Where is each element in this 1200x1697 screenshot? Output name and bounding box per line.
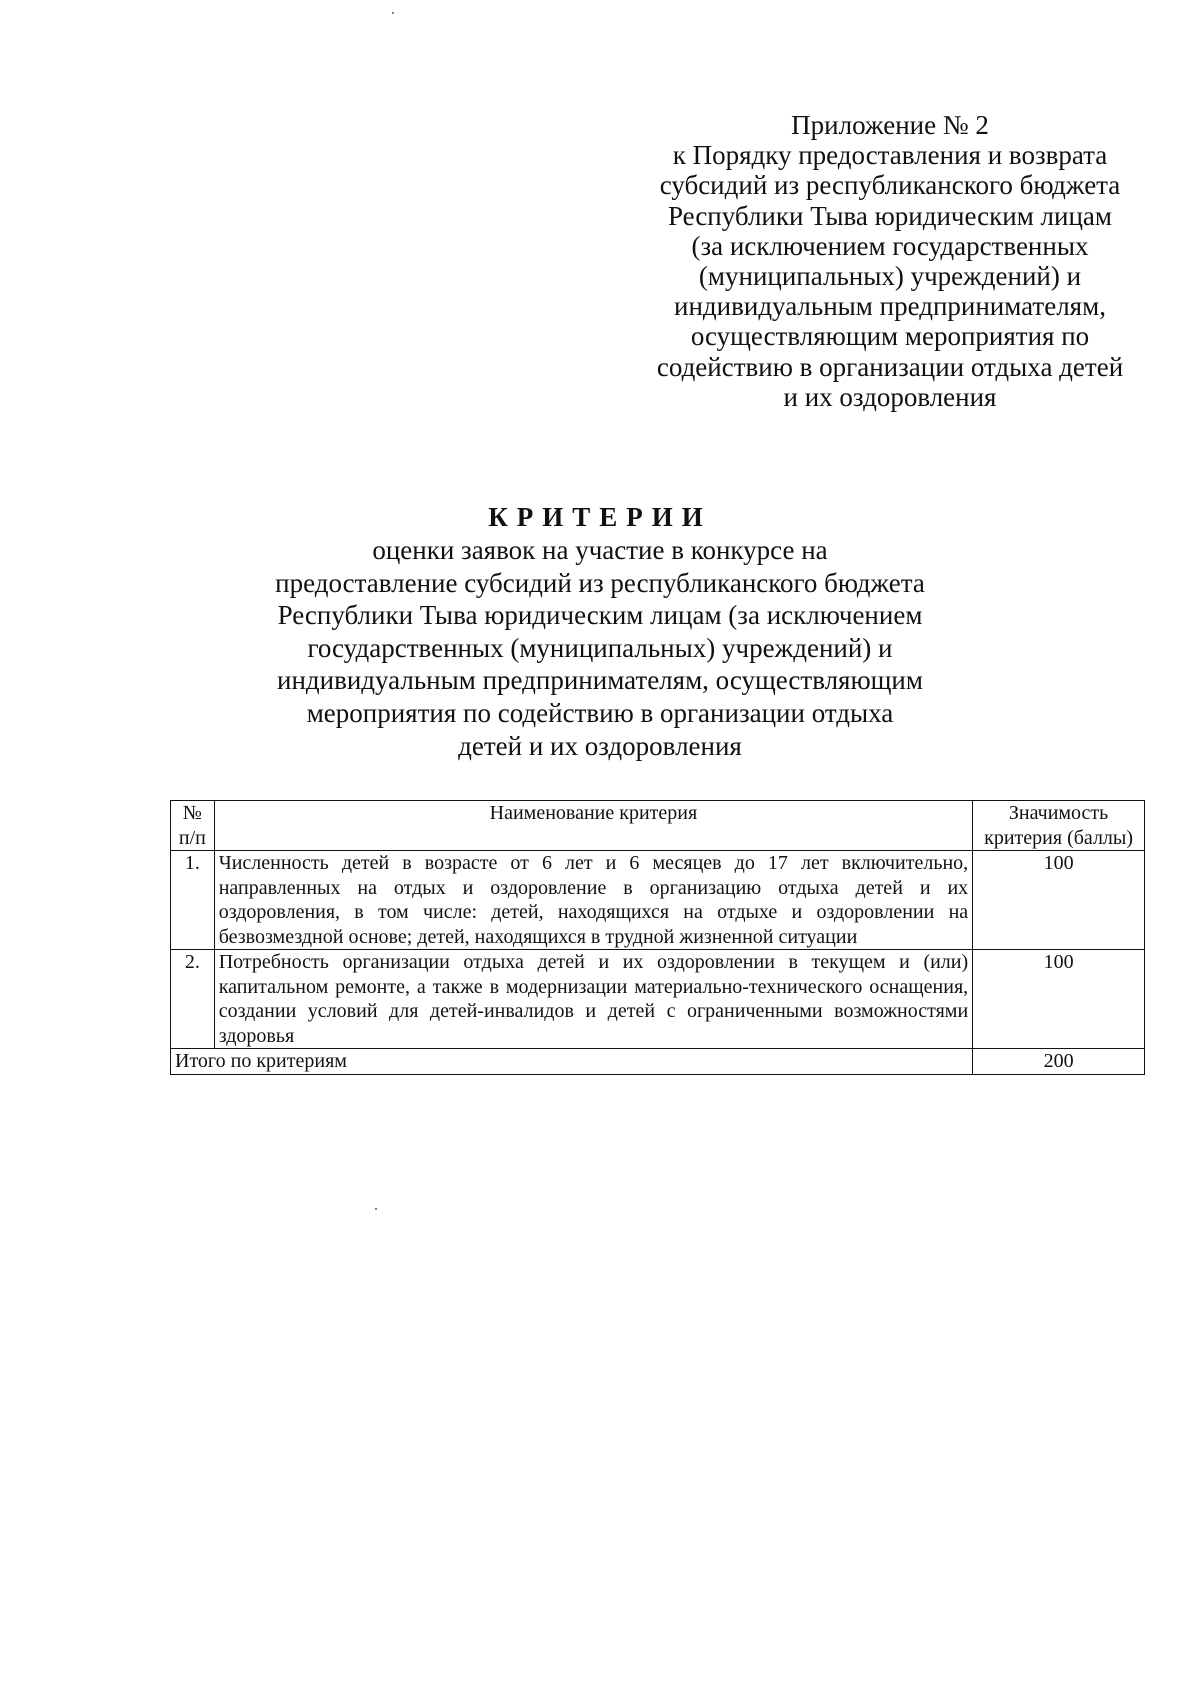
annex-line: и их оздоровления (783, 381, 997, 412)
annex-line: субсидий из республиканского бюджета (659, 170, 1121, 201)
subtitle-line: предоставление субсидий из республиканского бюджета (275, 567, 925, 598)
scan-speck (392, 12, 394, 14)
row-value: 100 (973, 950, 1145, 1049)
row-num: 2. (171, 950, 215, 1049)
table-total-row (171, 1049, 1145, 1075)
annex-line: (за исключением государственных (691, 230, 1089, 261)
subtitle-line: индивидуальным предпринимателям, осуществляющим (277, 665, 923, 696)
annex-line: Республики Тыва юридическим лицам (668, 200, 1112, 231)
subtitle-line: мероприятия по содействию в организации отдыха (306, 697, 894, 728)
row-criterion: Численность детей в возрасте от 6 лет и 6 месяцев до 17 лет включительно, направленных на отдых и оздоровление в организацию отдыха детей и их оздоровления, в том числе: детей, находящихся на отдыхе и оздоровлении на безвозмездной основе; детей, находящихся в трудной жизненной ситуации (214, 851, 972, 950)
header-value: Значимость критерия (баллы) (973, 801, 1145, 851)
header-name: Наименование критерия (214, 801, 972, 851)
document-title: КРИТЕРИИ (488, 502, 712, 532)
total-value: 200 (973, 1049, 1145, 1075)
annex-line: содействию в организации отдыха детей (656, 351, 1124, 382)
subtitle-line: детей и их оздоровления (458, 730, 742, 761)
subtitle-line: оценки заявок на участие в конкурсе на (372, 535, 828, 565)
row-value: 100 (973, 851, 1145, 950)
total-label: Итого по критериям (171, 1049, 973, 1075)
criteria-table (170, 800, 1145, 1075)
annex-line: к Порядку предоставления и возврата (672, 140, 1108, 171)
annex-block (620, 110, 1160, 412)
document-title-block (240, 500, 960, 762)
document-subtitle (240, 534, 960, 762)
annex-line: Приложение № 2 (791, 110, 989, 140)
annex-line: (муниципальных) учреждений) и (698, 261, 1082, 292)
table-row (171, 950, 1145, 1049)
scan-speck (375, 1208, 377, 1210)
table-row (171, 851, 1145, 950)
annex-line: индивидуальным предпринимателям, (674, 291, 1106, 322)
row-criterion: Потребность организации отдыха детей и их оздоровлении в текущем и (или) капитальном ремонте, а также в модернизации материально-технического оснащения, создании условий для детей-инвалидов и детей с ограниченными возможностями здоровья (214, 950, 972, 1049)
subtitle-line: Республики Тыва юридическим лицам (за исключением (277, 600, 923, 631)
subtitle-line: государственных (муниципальных) учреждений) и (307, 632, 893, 663)
row-num: 1. (171, 851, 215, 950)
annex-line: осуществляющим мероприятия по (690, 321, 1090, 352)
header-num: № п/п (171, 801, 215, 851)
table-header-row (171, 801, 1145, 851)
